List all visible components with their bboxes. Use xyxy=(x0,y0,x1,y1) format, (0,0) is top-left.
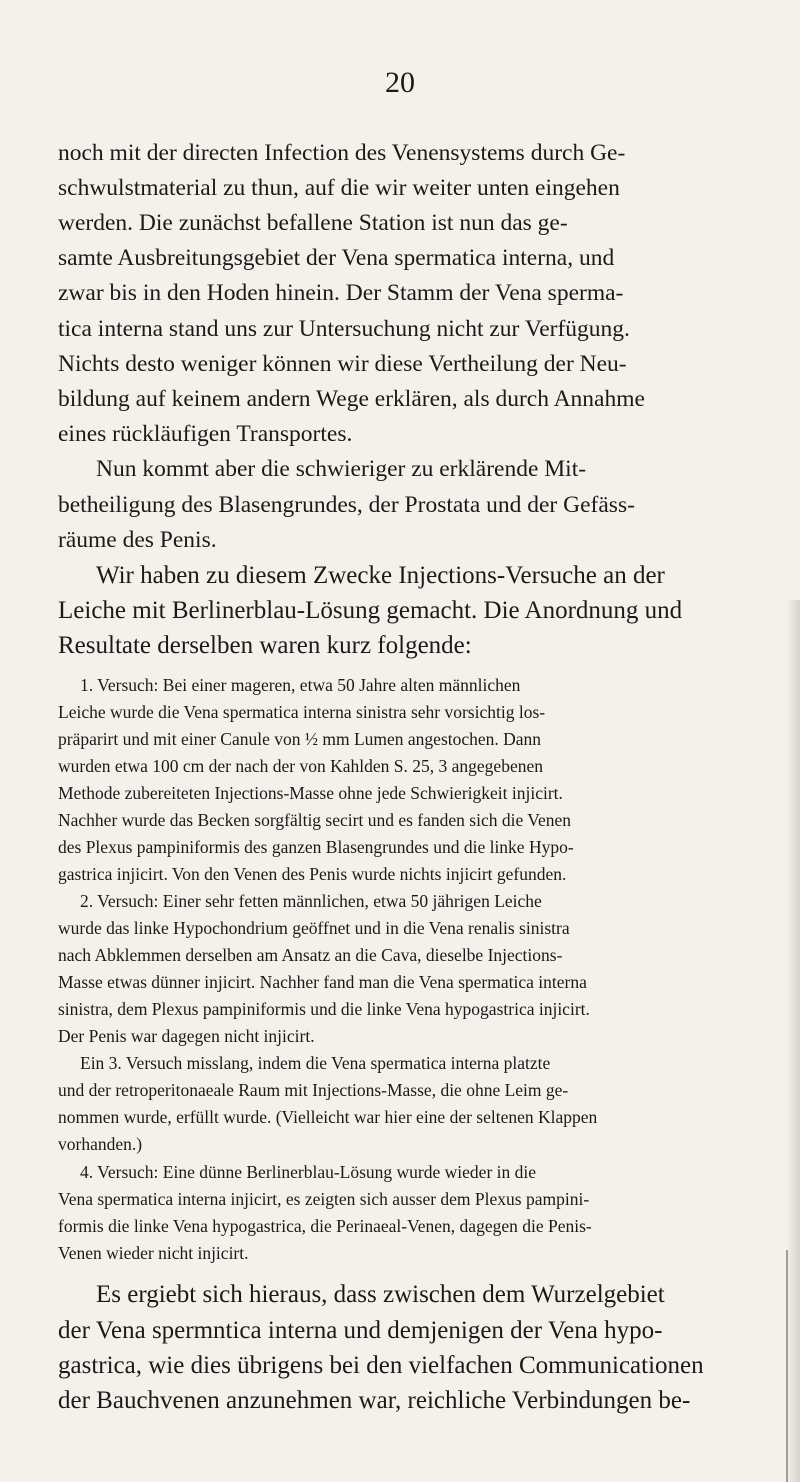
text-line: Nun kommt aber die schwieriger zu erklärende Mit- xyxy=(96,456,587,482)
experiment-line: Nachher wurde das Becken sorgfältig secirt und es fanden sich die Venen xyxy=(58,810,572,830)
page-edge-shadow xyxy=(786,600,800,1482)
text-line: Es ergiebt sich hieraus, dass zwischen dem Wurzelgebiet xyxy=(96,1281,665,1308)
text-line: räume des Penis. xyxy=(58,527,217,553)
experiment-line: wurde das linke Hypochondrium geöffnet und in die Vena renalis sinistra xyxy=(58,918,570,938)
experiment-line: des Plexus pampiniformis des ganzen Blasengrundes und die linke Hypo- xyxy=(58,837,574,857)
text-line: gastrica, wie dies übrigens bei den vielfachen Communicationen xyxy=(58,1352,704,1379)
text-line: betheiligung des Blasengrundes, der Prostata und der Gefäss- xyxy=(58,492,635,518)
experiment-line: Venen wieder nicht injicirt. xyxy=(58,1243,249,1263)
experiment-line: 4. Versuch: Eine dünne Berlinerblau-Lösung wurde wieder in die xyxy=(80,1162,537,1182)
experiment-line: 1. Versuch: Bei einer mageren, etwa 50 Jahre alten männlichen xyxy=(80,675,521,695)
experiment-line: Der Penis war dagegen nicht injicirt. xyxy=(58,1026,315,1046)
experiment-line: formis die linke Vena hypogastrica, die Perinaeal-Venen, dagegen die Penis- xyxy=(58,1216,592,1236)
text-line: Resultate derselben waren kurz folgende: xyxy=(58,632,472,659)
experiment-line: Masse etwas dünner injicirt. Nachher fand man die Vena spermatica interna xyxy=(58,972,587,992)
experiment-line: Vena spermatica interna injicirt, es zeigten sich ausser dem Plexus pampini- xyxy=(58,1189,590,1209)
text-line: werden. Die zunächst befallene Station ist nun das ge- xyxy=(58,210,568,236)
text-line: Wir haben zu diesem Zwecke Injections-Versuche an der xyxy=(96,562,665,589)
experiment-line: Leiche wurde die Vena spermatica interna sinistra sehr vorsichtig los- xyxy=(58,702,546,722)
text-line: bildung auf keinem andern Wege erklären, als durch Annahme xyxy=(58,386,645,412)
experiment-line: vorhanden.) xyxy=(58,1134,143,1154)
text-line: samte Ausbreitungsgebiet der Vena spermatica interna, und xyxy=(58,245,615,271)
experiment-line: nach Abklemmen derselben am Ansatz an die Cava, dieselbe Injections- xyxy=(58,945,563,965)
experiment-line: Methode zubereiteten Injections-Masse ohne jede Schwierigkeit injicirt. xyxy=(58,783,563,803)
page-number: 20 xyxy=(385,66,415,99)
text-line: tica interna stand uns zur Untersuchung nicht zur Verfügung. xyxy=(58,316,630,342)
text-line: noch mit der directen Infection des Venensystems durch Ge- xyxy=(58,140,626,166)
experiment-line: und der retroperitonaeale Raum mit Injections-Masse, die ohne Leim ge- xyxy=(58,1080,569,1100)
experiment-line: sinistra, dem Plexus pampiniformis und die linke Vena hypogastrica injicirt. xyxy=(58,999,590,1019)
text-line: der Vena spermntica interna und demjenigen der Vena hypo- xyxy=(58,1317,663,1344)
experiment-line: Ein 3. Versuch misslang, indem die Vena spermatica interna platzte xyxy=(80,1053,551,1073)
experiment-line: nommen wurde, erfüllt wurde. (Vielleicht war hier eine der seltenen Klappen xyxy=(58,1107,598,1127)
text-line: Leiche mit Berlinerblau-Lösung gemacht. Die Anordnung und xyxy=(58,597,683,624)
experiment-line: präparirt und mit einer Canule von ½ mm Lumen angestochen. Dann xyxy=(58,729,542,749)
experiment-line: 2. Versuch: Einer sehr fetten männlichen, etwa 50 jährigen Leiche xyxy=(80,891,542,911)
text-line: Nichts desto weniger können wir diese Vertheilung der Neu- xyxy=(58,351,627,377)
experiment-line: gastrica injicirt. Von den Venen des Penis wurde nichts injicirt gefunden. xyxy=(58,864,567,884)
text-line: zwar bis in den Hoden hinein. Der Stamm der Vena sperma- xyxy=(58,280,624,306)
text-line: eines rückläufigen Transportes. xyxy=(58,421,353,447)
page-edge-line xyxy=(786,1250,788,1482)
text-line: schwulstmaterial zu thun, auf die wir weiter unten eingehen xyxy=(58,175,620,201)
experiment-line: wurden etwa 100 cm der nach der von Kahlden S. 25, 3 angegebenen xyxy=(58,756,543,776)
text-line: der Bauchvenen anzunehmen war, reichliche Verbindungen be- xyxy=(58,1387,691,1414)
